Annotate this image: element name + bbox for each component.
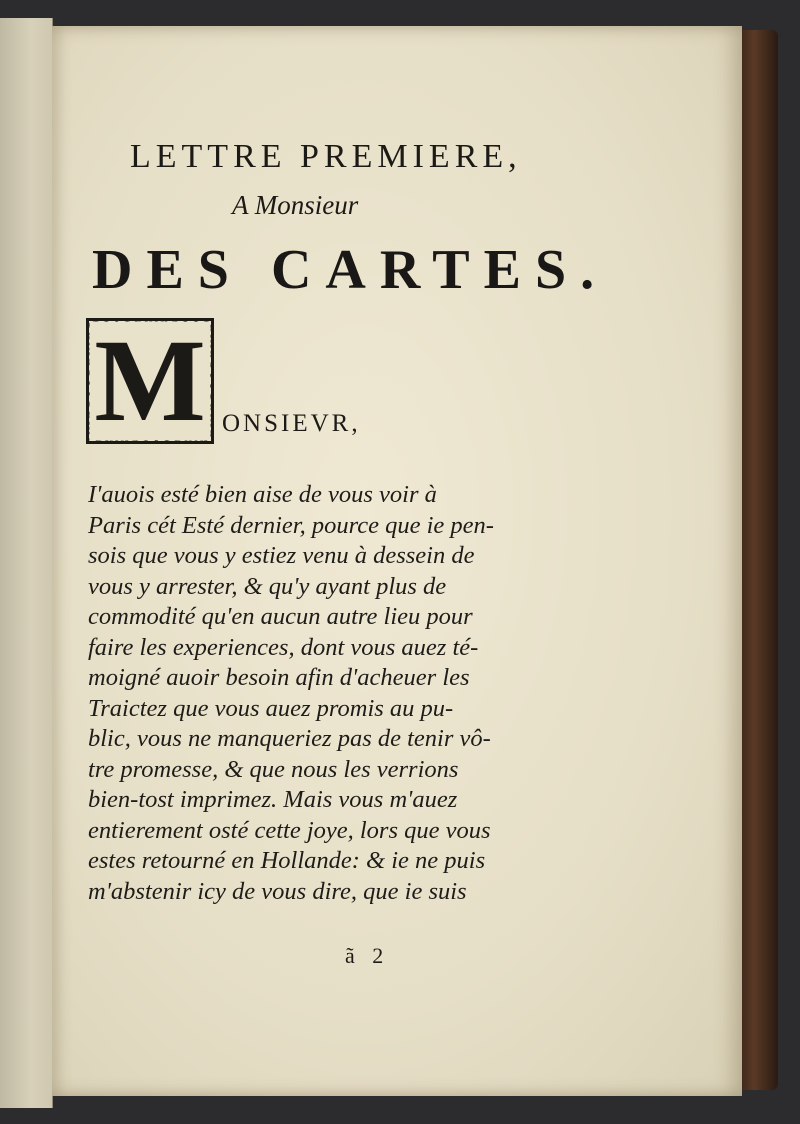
- letter-body: [88, 480, 528, 907]
- body-line: Paris cét Esté dernier, pource que ie pen-: [88, 511, 494, 539]
- body-line: commodité qu'en aucun autre lieu pour: [88, 603, 473, 630]
- body-line: estes retourné en Hollande: & ie ne puis: [88, 847, 486, 874]
- body-line: entierement osté cette joye, lors que vous: [88, 816, 491, 844]
- book-cover-edge: [738, 30, 778, 1090]
- body-line: Traictez que vous auez promis au pu-: [88, 694, 454, 722]
- salutation: ONSIEVR,: [222, 410, 361, 437]
- body-line: moigné auoir besoin afin d'acheuer les: [88, 664, 470, 691]
- body-line: sois que vous y estiez venu à dessein de: [88, 542, 475, 569]
- drop-cap-letter: M: [90, 322, 209, 440]
- page-title: DES CARTES.: [92, 239, 609, 301]
- body-line: blic, vous ne manqueriez pas de tenir vô-: [88, 725, 491, 752]
- letter-heading: LETTRE PREMIERE,: [130, 138, 522, 175]
- ornamental-drop-cap: [86, 315, 214, 446]
- body-line: tre promesse, & que nous les verrions: [88, 755, 459, 783]
- body-line: faire les experiences, dont vous auez té-: [88, 633, 479, 661]
- signature-mark: ã 2: [345, 943, 390, 968]
- body-line: I'auois esté bien aise de vous voir à: [88, 481, 437, 508]
- body-line: vous y arrester, & qu'y ayant plus de: [88, 572, 447, 600]
- addressee-line: A Monsieur: [232, 190, 359, 220]
- left-page-edge: [0, 18, 53, 1108]
- body-line: bien-tost imprimez. Mais vous m'auez: [88, 786, 458, 813]
- body-line: m'abstenir icy de vous dire, que ie suis: [88, 877, 467, 905]
